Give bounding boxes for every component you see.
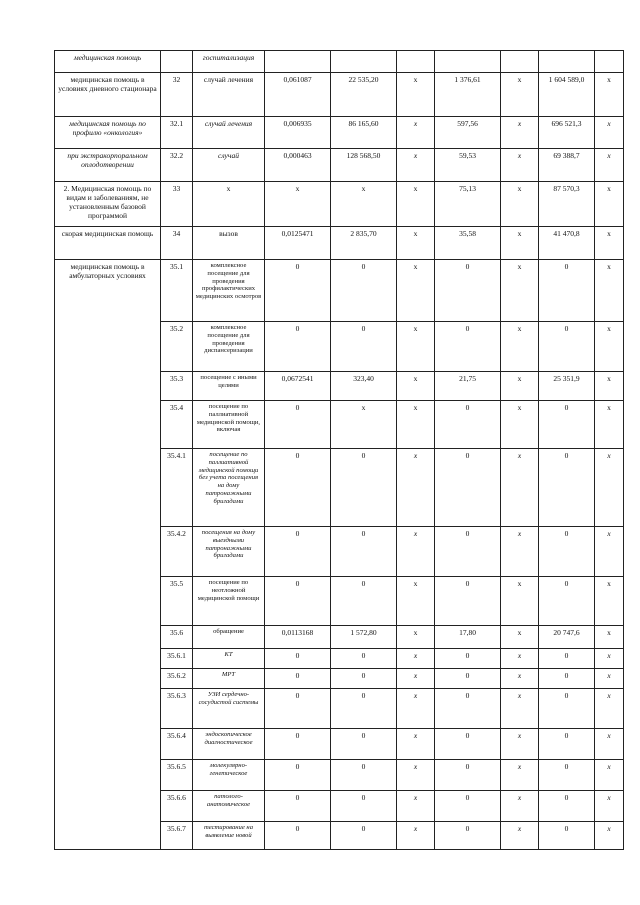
row-code: 34 (161, 227, 193, 260)
row-value: 86 165,60 (331, 117, 397, 149)
row-code: 35.6.1 (161, 649, 193, 669)
table-row (55, 149, 624, 182)
row-value: х (397, 401, 435, 449)
row-code: 32.1 (161, 117, 193, 149)
row-value: х (501, 626, 539, 649)
row-value: х (331, 182, 397, 227)
row-value: 0 (539, 689, 595, 729)
row-value: х (595, 73, 624, 117)
row-unit: комплексное посещение для проведения профилактических медицинских осмотров (193, 260, 265, 322)
row-code: 35.2 (161, 322, 193, 372)
row-value: 0 (265, 649, 331, 669)
row-value: 0 (331, 791, 397, 822)
row-code: 35.5 (161, 577, 193, 626)
row-unit: вызов (193, 227, 265, 260)
row-value: 0 (539, 449, 595, 527)
row-value: 0 (435, 729, 501, 760)
row-value: 0 (331, 260, 397, 322)
row-value: х (397, 626, 435, 649)
row-value: 0 (539, 729, 595, 760)
row-value: 0 (435, 649, 501, 669)
row-value: 0,0125471 (265, 227, 331, 260)
table-row (55, 227, 624, 260)
row-value: х (397, 527, 435, 577)
row-value: х (595, 117, 624, 149)
row-value: 0 (331, 689, 397, 729)
row-value: х (501, 227, 539, 260)
row-value: х (501, 760, 539, 791)
row-value: х (595, 322, 624, 372)
row-value: х (501, 689, 539, 729)
row-value: 0 (331, 577, 397, 626)
row-value: 0 (331, 669, 397, 689)
row-code: 35.6.5 (161, 760, 193, 791)
row-value: 1 572,80 (331, 626, 397, 649)
row-value: 0 (539, 401, 595, 449)
row-unit: посещение по паллиативной медицинской помощи без учета посещения на дому патронажными бригадами (193, 449, 265, 527)
row-value: 0 (331, 527, 397, 577)
row-code: 35.4.1 (161, 449, 193, 527)
row-label: медицинская помощь по профилю «онкология» (55, 117, 161, 149)
tariff-table (54, 50, 624, 850)
row-value: х (595, 577, 624, 626)
row-value: 41 470,8 (539, 227, 595, 260)
row-value: 0 (265, 322, 331, 372)
row-value: х (501, 649, 539, 669)
row-value: 0 (265, 791, 331, 822)
row-value: 0,006935 (265, 117, 331, 149)
row-value (595, 51, 624, 73)
row-value: х (595, 149, 624, 182)
row-unit: молекулярно-генетическое (193, 760, 265, 791)
row-value: 2 835,70 (331, 227, 397, 260)
row-value: 0 (265, 729, 331, 760)
row-value: х (595, 401, 624, 449)
row-value: х (595, 669, 624, 689)
row-unit: тестирование на выявление новой (193, 822, 265, 850)
row-value: 0 (539, 649, 595, 669)
row-value: х (397, 117, 435, 149)
row-value: х (397, 322, 435, 372)
row-value: х (397, 227, 435, 260)
row-code: 32 (161, 73, 193, 117)
row-value: х (331, 401, 397, 449)
row-value: х (595, 626, 624, 649)
table-row (55, 51, 624, 73)
row-label: 2. Медицинская помощь по видам и заболеваниям, не установленным базовой программой (55, 182, 161, 227)
row-value: 0 (265, 822, 331, 850)
row-value: х (397, 372, 435, 401)
row-value: х (397, 182, 435, 227)
row-value: х (595, 449, 624, 527)
row-code: 35.1 (161, 260, 193, 322)
row-value: х (595, 227, 624, 260)
row-value: х (501, 260, 539, 322)
row-value: х (397, 449, 435, 527)
row-value: х (501, 791, 539, 822)
row-code: 35.6.6 (161, 791, 193, 822)
row-value: х (501, 527, 539, 577)
row-value: 22 535,20 (331, 73, 397, 117)
row-value: х (501, 117, 539, 149)
row-value: х (397, 669, 435, 689)
row-code: 35.4 (161, 401, 193, 449)
row-code: 33 (161, 182, 193, 227)
row-unit: посещение по паллиативной медицинской помощи, включая (193, 401, 265, 449)
row-value: 0 (435, 527, 501, 577)
row-label: медицинская помощь (55, 51, 161, 73)
row-value: х (397, 649, 435, 669)
row-value: 0 (539, 527, 595, 577)
row-value: 0 (331, 649, 397, 669)
row-value: 0 (331, 729, 397, 760)
row-unit: посещение по неотложной медицинской помощи (193, 577, 265, 626)
table-row (55, 182, 624, 227)
row-value: х (501, 149, 539, 182)
row-value (331, 51, 397, 73)
row-value: 0 (265, 401, 331, 449)
row-value: 0 (265, 689, 331, 729)
row-value: 0,0113168 (265, 626, 331, 649)
row-value: х (397, 689, 435, 729)
row-value: 0 (539, 322, 595, 372)
row-code: 35.6.3 (161, 689, 193, 729)
row-value: 0 (265, 760, 331, 791)
row-code: 35.3 (161, 372, 193, 401)
row-value: х (397, 729, 435, 760)
row-value: 0 (435, 322, 501, 372)
row-value: х (501, 73, 539, 117)
row-value: х (595, 729, 624, 760)
row-value: 0 (331, 449, 397, 527)
row-value: х (397, 791, 435, 822)
row-value: 0,0672541 (265, 372, 331, 401)
row-code (161, 51, 193, 73)
row-value (397, 51, 435, 73)
row-value: 59,53 (435, 149, 501, 182)
row-unit: комплексное посещение для проведения диспансеризации (193, 322, 265, 372)
row-value: х (501, 322, 539, 372)
row-value: х (397, 760, 435, 791)
row-value: 0 (331, 322, 397, 372)
row-value: 0 (435, 401, 501, 449)
row-value: 35,58 (435, 227, 501, 260)
row-value: х (501, 182, 539, 227)
row-unit: патолого-анатомическое (193, 791, 265, 822)
row-value: х (595, 791, 624, 822)
row-value: х (501, 372, 539, 401)
row-value (265, 51, 331, 73)
row-value: х (397, 822, 435, 850)
table-row (55, 260, 624, 322)
row-value: 0,061087 (265, 73, 331, 117)
row-value: 0 (265, 669, 331, 689)
row-value (501, 51, 539, 73)
row-value: х (595, 260, 624, 322)
row-value: х (501, 449, 539, 527)
row-value: х (501, 669, 539, 689)
row-code: 35.6.2 (161, 669, 193, 689)
row-value (539, 51, 595, 73)
row-value: х (265, 182, 331, 227)
row-value: 0 (539, 760, 595, 791)
row-value: х (595, 372, 624, 401)
row-value: 0 (435, 791, 501, 822)
row-value: 75,13 (435, 182, 501, 227)
row-value: 0 (539, 669, 595, 689)
row-code: 35.6 (161, 626, 193, 649)
row-value: х (595, 760, 624, 791)
ambulatory-label: медицинская помощь в амбулаторных условиях (55, 260, 161, 850)
row-label: медицинская помощь в условиях дневного стационара (55, 73, 161, 117)
row-value: 696 521,3 (539, 117, 595, 149)
row-value: 0 (435, 669, 501, 689)
row-unit: госпитализация (193, 51, 265, 73)
row-value (435, 51, 501, 73)
row-value: х (595, 649, 624, 669)
row-unit: эндоскопическое диагностическое (193, 729, 265, 760)
row-value: 0 (435, 260, 501, 322)
row-unit: посещения на дому выездными патронажными бригадами (193, 527, 265, 577)
row-value: 597,56 (435, 117, 501, 149)
row-value: х (501, 577, 539, 626)
row-value: 0 (539, 822, 595, 850)
row-code: 35.6.4 (161, 729, 193, 760)
row-value: 0 (435, 449, 501, 527)
row-value: 0 (435, 822, 501, 850)
row-value: 323,40 (331, 372, 397, 401)
row-value: 21,75 (435, 372, 501, 401)
row-value: 69 388,7 (539, 149, 595, 182)
row-value: 20 747,6 (539, 626, 595, 649)
row-value: 0 (435, 577, 501, 626)
row-code: 35.4.2 (161, 527, 193, 577)
row-value: 0 (539, 791, 595, 822)
row-value: 0 (265, 577, 331, 626)
row-code: 32.2 (161, 149, 193, 182)
row-value: 17,80 (435, 626, 501, 649)
row-unit: КТ (193, 649, 265, 669)
row-value: 25 351,9 (539, 372, 595, 401)
row-label: скорая медицинская помощь (55, 227, 161, 260)
row-value: 1 604 589,0 (539, 73, 595, 117)
row-unit: УЗИ сердечно-сосудистой системы (193, 689, 265, 729)
row-unit: х (193, 182, 265, 227)
row-value: х (501, 401, 539, 449)
row-value: х (397, 149, 435, 182)
row-unit: случай (193, 149, 265, 182)
row-value: 0 (331, 822, 397, 850)
row-value: 87 570,3 (539, 182, 595, 227)
row-unit: посещение с иными целями (193, 372, 265, 401)
row-code: 35.6.7 (161, 822, 193, 850)
row-unit: случай лечения (193, 117, 265, 149)
row-value: 0 (265, 527, 331, 577)
row-value: х (397, 73, 435, 117)
row-value: х (397, 577, 435, 626)
table-row (55, 73, 624, 117)
row-value: 0 (331, 760, 397, 791)
table-row (55, 117, 624, 149)
row-value: х (595, 822, 624, 850)
row-value: 1 376,61 (435, 73, 501, 117)
row-value: 0 (539, 577, 595, 626)
row-value: х (595, 527, 624, 577)
row-unit: случай лечения (193, 73, 265, 117)
row-value: 0 (265, 260, 331, 322)
row-value: х (595, 182, 624, 227)
row-value: 0 (435, 689, 501, 729)
row-value: х (595, 689, 624, 729)
row-value: х (397, 260, 435, 322)
row-unit: обращение (193, 626, 265, 649)
row-label: при экстракорпоральном оплодотворении (55, 149, 161, 182)
row-value: 128 568,50 (331, 149, 397, 182)
row-value: 0 (265, 449, 331, 527)
row-value: 0 (539, 260, 595, 322)
row-value: 0,000463 (265, 149, 331, 182)
row-value: х (501, 822, 539, 850)
row-value: 0 (435, 760, 501, 791)
row-unit: МРТ (193, 669, 265, 689)
row-value: х (501, 729, 539, 760)
